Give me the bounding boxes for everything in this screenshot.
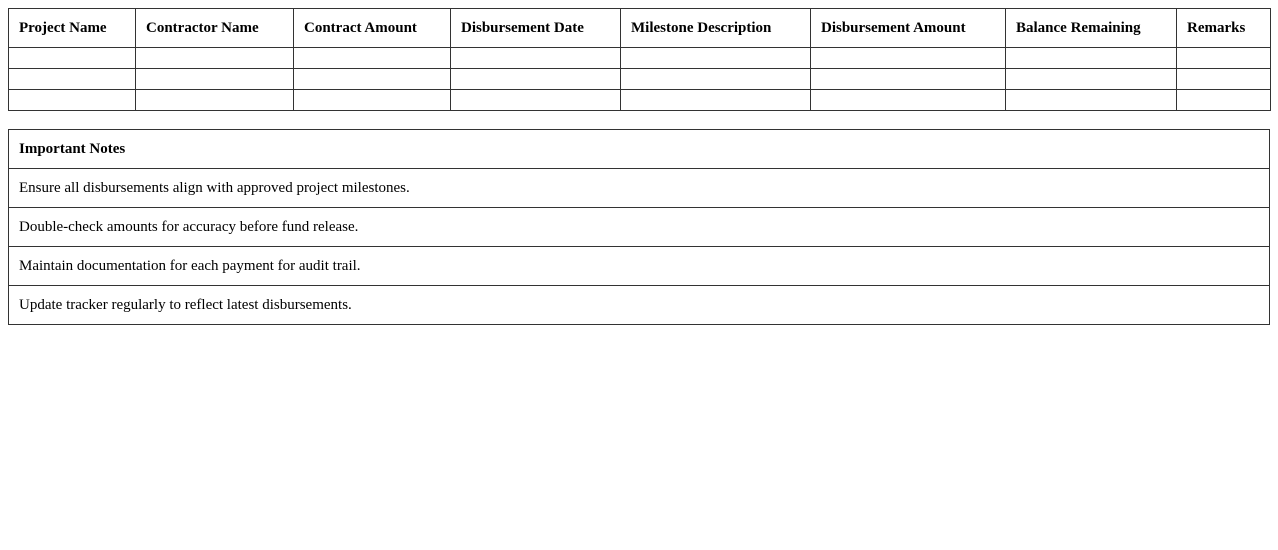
cell-balance-remaining[interactable] (1006, 69, 1177, 90)
table-row (9, 48, 1271, 69)
header-row (9, 9, 1271, 48)
cell-contractor-name[interactable] (136, 90, 294, 111)
cell-project-name[interactable] (9, 90, 136, 111)
note-item: Ensure all disbursements align with approved project milestones. (9, 169, 1270, 208)
header-disbursement-date: Disbursement Date (451, 9, 621, 48)
cell-balance-remaining[interactable] (1006, 90, 1177, 111)
cell-remarks[interactable] (1177, 69, 1271, 90)
cell-remarks[interactable] (1177, 90, 1271, 111)
header-balance-remaining: Balance Remaining (1006, 9, 1177, 48)
note-item: Update tracker regularly to reflect latest disbursements. (9, 286, 1270, 325)
cell-contract-amount[interactable] (294, 69, 451, 90)
header-contractor-name: Contractor Name (136, 9, 294, 48)
cell-project-name[interactable] (9, 48, 136, 69)
note-row (9, 286, 1270, 325)
cell-balance-remaining[interactable] (1006, 48, 1177, 69)
note-item: Maintain documentation for each payment for audit trail. (9, 247, 1270, 286)
cell-disbursement-date[interactable] (451, 48, 621, 69)
header-contract-amount: Contract Amount (294, 9, 451, 48)
cell-milestone-description[interactable] (621, 69, 811, 90)
header-project-name: Project Name (9, 9, 136, 48)
cell-remarks[interactable] (1177, 48, 1271, 69)
cell-milestone-description[interactable] (621, 90, 811, 111)
important-notes-table (8, 129, 1270, 325)
notes-header-row (9, 130, 1270, 169)
header-disbursement-amount: Disbursement Amount (811, 9, 1006, 48)
cell-disbursement-amount[interactable] (811, 90, 1006, 111)
note-row (9, 247, 1270, 286)
note-row (9, 169, 1270, 208)
note-item: Double-check amounts for accuracy before fund release. (9, 208, 1270, 247)
cell-disbursement-amount[interactable] (811, 69, 1006, 90)
note-row (9, 208, 1270, 247)
notes-title: Important Notes (9, 130, 1270, 169)
table-row (9, 69, 1271, 90)
cell-disbursement-amount[interactable] (811, 48, 1006, 69)
cell-disbursement-date[interactable] (451, 90, 621, 111)
header-remarks: Remarks (1177, 9, 1271, 48)
cell-project-name[interactable] (9, 69, 136, 90)
cell-contract-amount[interactable] (294, 48, 451, 69)
table-row (9, 90, 1271, 111)
header-milestone-description: Milestone Description (621, 9, 811, 48)
cell-contractor-name[interactable] (136, 48, 294, 69)
cell-contractor-name[interactable] (136, 69, 294, 90)
cell-contract-amount[interactable] (294, 90, 451, 111)
cell-disbursement-date[interactable] (451, 69, 621, 90)
cell-milestone-description[interactable] (621, 48, 811, 69)
disbursement-tracker-table (8, 8, 1271, 111)
